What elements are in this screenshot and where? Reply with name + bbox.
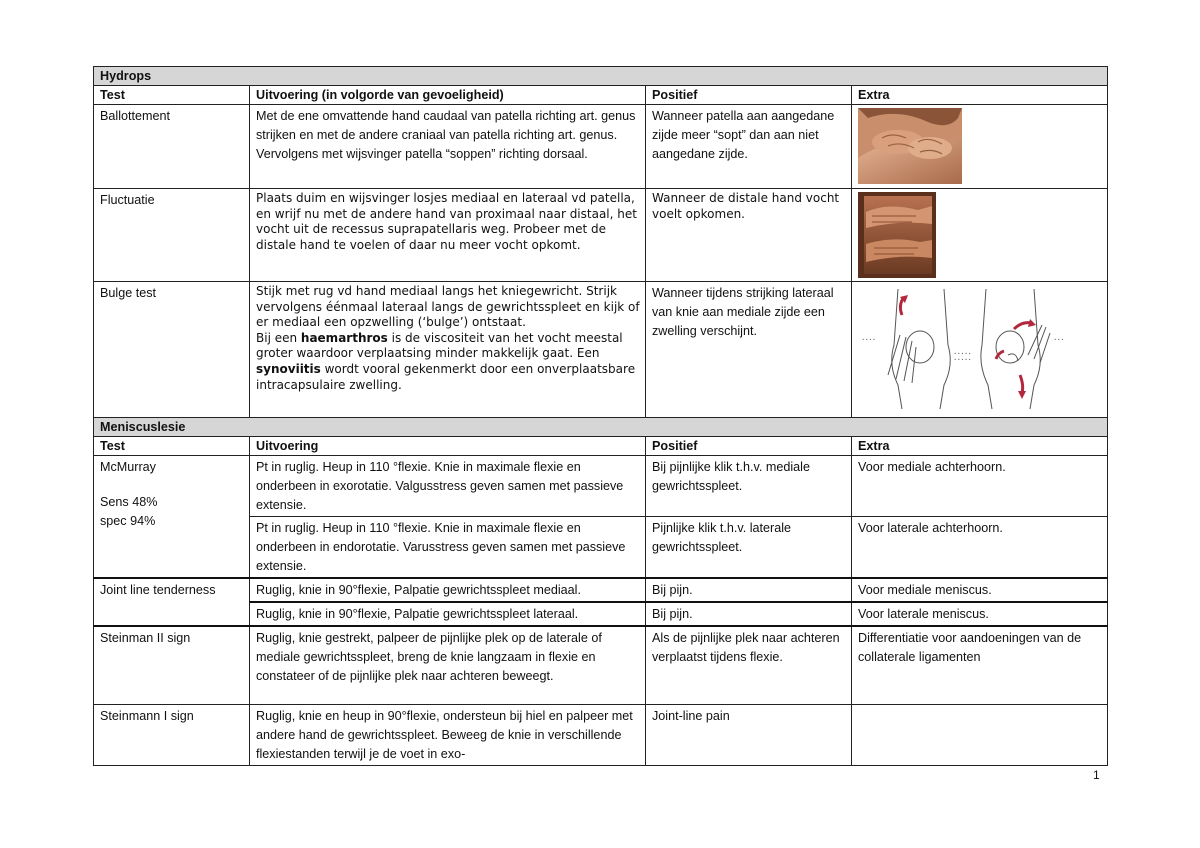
test-name: Joint line tenderness [94,578,250,626]
test-extra: Differentiatie voor aandoeningen van de collaterale ligamenten [852,626,1108,704]
svg-text:• • • • •: • • • • • [954,357,971,362]
test-positief: Bij pijn. [646,602,852,626]
test-name: Steinmann I sign [94,704,250,765]
test-name: Bulge test [94,282,250,418]
bulge-text-2c: is de viscositeit van het vocht meestal groter waardoor verplaatsing minder makkelijk gaat. Een [256,330,623,361]
test-extra: Voor laterale meniscus. [852,602,1108,626]
table-row [94,578,1108,602]
table-row [94,626,1108,704]
table-row [94,105,1108,189]
test-positief: Wanneer patella aan aangedane zijde meer “sopt” dan aan niet aangedane zijde. [646,105,852,189]
test-extra: Voor laterale achterhoorn. [852,517,1108,579]
test-positief: Bij pijnlijke klik t.h.v. mediale gewrichtsspleet. [646,456,852,517]
bulge-test-sketch [858,285,1098,413]
keyword-haemarthros: haemarthros [300,330,388,345]
table-row [94,189,1108,282]
section-title: Hydrops [94,67,1108,86]
test-uitvoering: Pt in ruglig. Heup in 110 °flexie. Knie in maximale flexie en onderbeen in endorotatie. Varusstress geven samen met passieve extensie. [250,517,646,579]
sensitivity: Sens 48% [100,495,158,509]
col-header-test: Test [94,437,250,456]
svg-text:• • • •: • • • • [862,337,876,342]
col-header-positief: Positief [646,86,852,105]
specificity: spec 94% [100,514,156,528]
test-positief: Wanneer tijdens strijking lateraal van knie aan mediale zijde een zwelling verschijnt. [646,282,852,418]
test-name: Fluctuatie [94,189,250,282]
section-header-hydrops [94,67,1108,86]
ballottement-photo [858,108,962,184]
test-positief: Als de pijnlijke plek naar achteren verplaatst tijdens flexie. [646,626,852,704]
keyword-synoviitis: synoviitis [256,361,321,376]
extra-cell [852,105,1108,189]
test-name: McMurray [100,460,156,474]
col-header-extra: Extra [852,437,1108,456]
test-uitvoering: Plaats duim en wijsvinger losjes mediaal en lateraal vd patella, en wrijf nu met de andere hand van proximaal naar distaal, het vocht uit de recessus suprapatellaris weg. Probeer met de distale hand te voelen of daar nu meer vocht opkomt. [250,189,646,282]
test-uitvoering: Ruglig, knie in 90°flexie, Palpatie gewrichtsspleet lateraal. [250,602,646,626]
page-number: 1 [1093,768,1100,782]
bulge-text-1: Stijk met rug vd hand mediaal langs het kniegewricht. Strijk vervolgens éénmaal lateraal langs de gewrichtsspleet en kijk of er mediaal een opzwelling (‘bulge’) ontstaat. [256,284,640,330]
col-header-uitvoering: Uitvoering [250,437,646,456]
test-name: Ballottement [94,105,250,189]
col-header-uitvoering: Uitvoering (in volgorde van gevoeligheid) [250,86,646,105]
extra-cell [852,189,1108,282]
test-extra: Voor mediale meniscus. [852,578,1108,602]
column-header-row [94,437,1108,456]
fluctuatie-photo [858,192,936,278]
table-row [94,282,1108,418]
col-header-test: Test [94,86,250,105]
section-header-meniscus [94,418,1108,437]
test-name-cell [94,456,250,579]
extra-cell [852,282,1108,418]
svg-text:• • • • •: • • • • • [954,351,971,356]
test-uitvoering: Pt in ruglig. Heup in 110 °flexie. Knie in maximale flexie en onderbeen in exorotatie. Valgusstress geven samen met passieve extensie. [250,456,646,517]
section-title: Meniscuslesie [94,418,1108,437]
test-uitvoering: Ruglig, knie en heup in 90°flexie, ondersteun bij hiel en palpeer met andere hand de gewrichtsspleet. Beweeg de knie in verschillende flexiestanden terwijl je de voet in exo- [250,704,646,765]
exam-table [93,66,1108,766]
test-extra [852,704,1108,765]
test-positief: Bij pijn. [646,578,852,602]
test-name: Steinman II sign [94,626,250,704]
col-header-positief: Positief [646,437,852,456]
test-extra: Voor mediale achterhoorn. [852,456,1108,517]
bulge-text-2a: Bij een [256,330,301,345]
bulge-text-2e: wordt vooral gekenmerkt door een onverplaatsbare intracapsulaire zwelling. [256,361,636,392]
test-uitvoering: Ruglig, knie in 90°flexie, Palpatie gewrichtsspleet mediaal. [250,578,646,602]
test-positief: Wanneer de distale hand vocht voelt opkomen. [646,189,852,282]
column-header-row [94,86,1108,105]
test-positief: Pijnlijke klik t.h.v. laterale gewrichtsspleet. [646,517,852,579]
table-row [94,704,1108,765]
test-uitvoering: Met de ene omvattende hand caudaal van patella richting art. genus strijken en met de andere craniaal van patella richting art. genus. Vervolgens met wijsvinger patella “soppen” richting dorsaal. [250,105,646,189]
col-header-extra: Extra [852,86,1108,105]
test-uitvoering [250,282,646,418]
test-positief: Joint-line pain [646,704,852,765]
table-row [94,456,1108,517]
test-uitvoering: Ruglig, knie gestrekt, palpeer de pijnlijke plek op de laterale of mediale gewrichtsspleet, breng de knie langzaam in flexie en constateer of de pijnlijke plek naar achteren beweegt. [250,626,646,704]
svg-text:• • •: • • • [1054,337,1064,342]
